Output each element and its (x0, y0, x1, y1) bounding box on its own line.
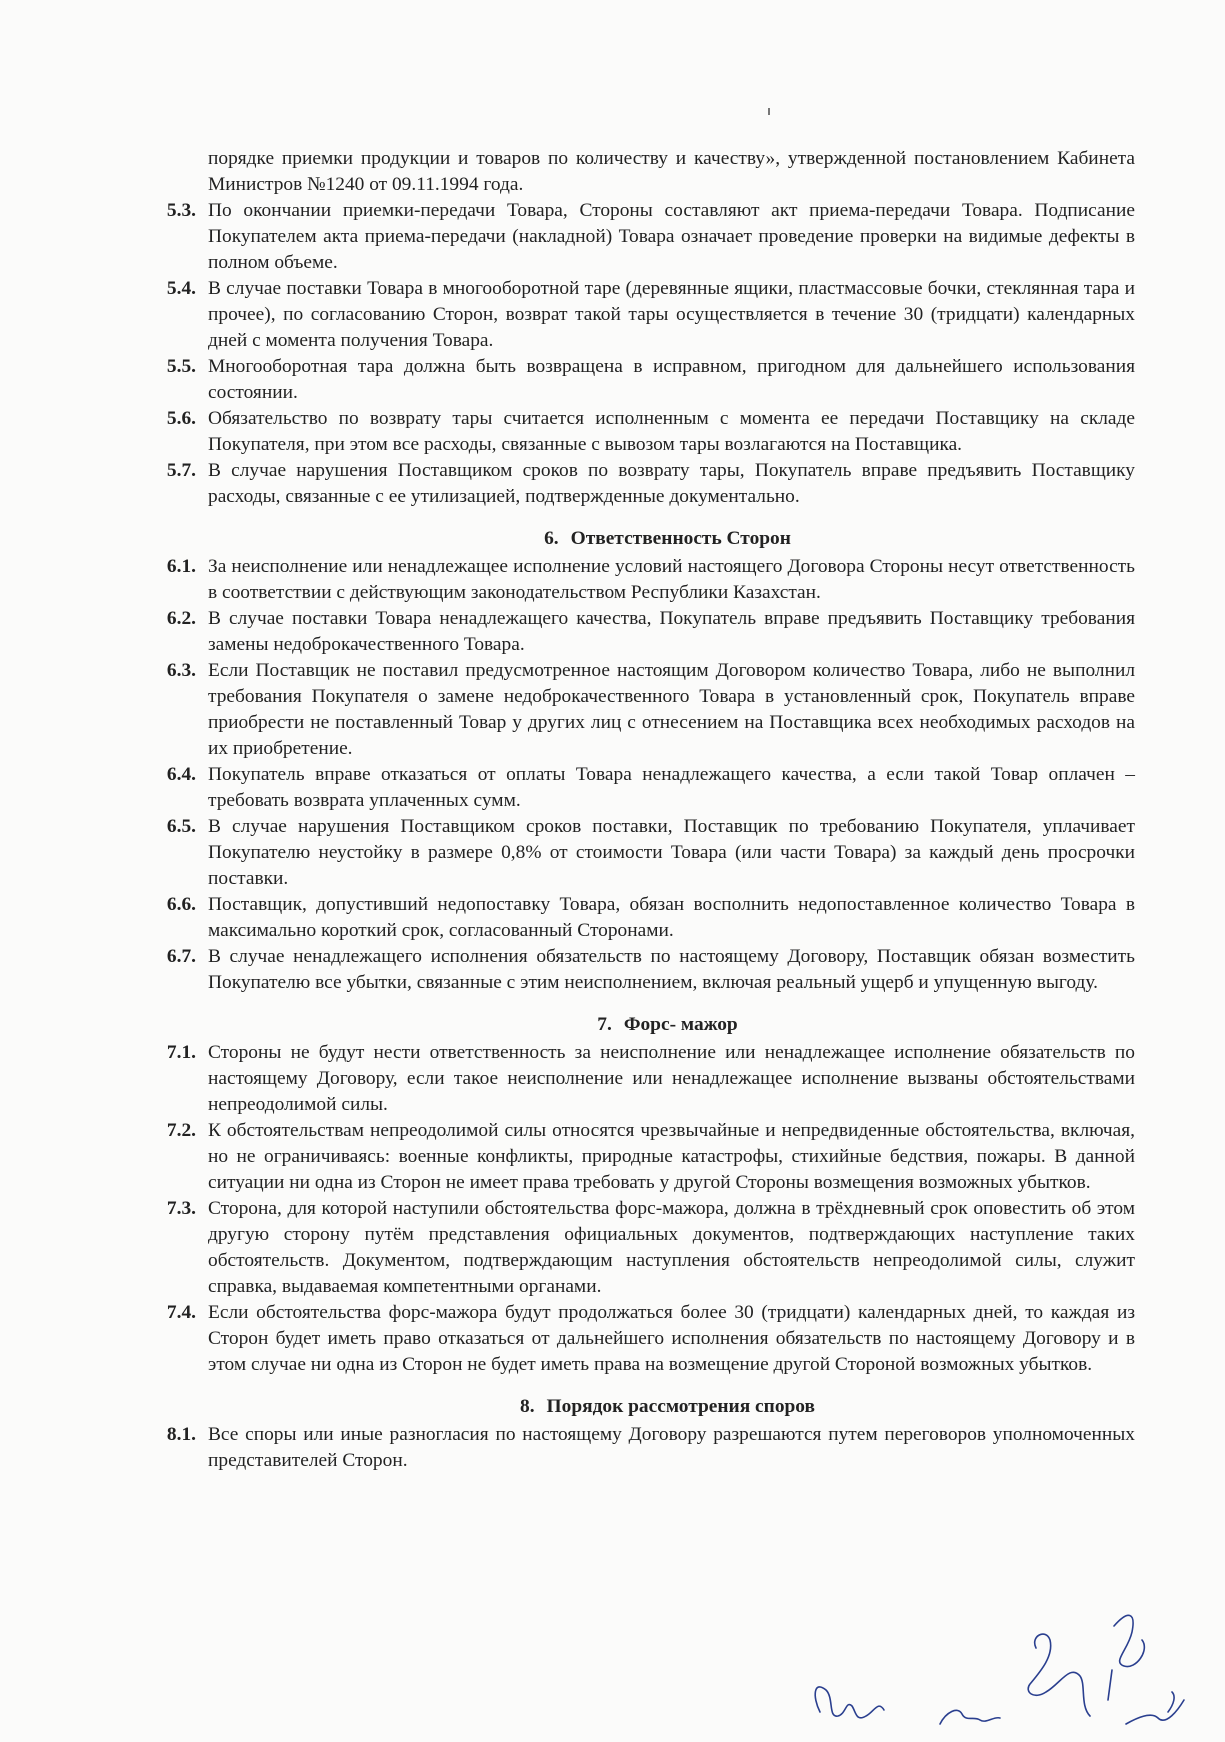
section-title: Порядок рассмотрения споров (546, 1396, 815, 1417)
clause-number: 6.2. (166, 608, 196, 629)
section-number: 7. (597, 1014, 612, 1035)
clause-number: 7.2. (166, 1120, 196, 1141)
clause-number: 8.1. (166, 1424, 196, 1445)
clause-text: В случае поставки Товара в многооборотной таре (деревянные ящики, пластмассовые бочки, стеклянная тара и прочее), по согласованию Сторон, возврат такой тары осуществляется в течение 30 (тридцати) календарных дней с момента получения Товара. (208, 278, 1135, 351)
clause-7-3 (160, 1196, 1135, 1300)
clause-number: 5.3. (166, 200, 196, 221)
clause-number: 6.1. (166, 556, 196, 577)
clause-5-7 (160, 458, 1135, 510)
clause-6-7 (160, 944, 1135, 996)
intro-continuation: порядке приемки продукции и товаров по количеству и качеству», утвержденной постановлением Кабинета Министров №1240 от 09.11.1994 года. (208, 148, 1135, 195)
clause-5-6 (160, 406, 1135, 458)
clause-text: Покупатель вправе отказаться от оплаты Товара ненадлежащего качества, а если такой Товар оплачен – требовать возврата уплаченных сумм. (208, 764, 1135, 811)
section-5-items (160, 198, 1135, 510)
section-6-items (160, 554, 1135, 996)
section-7-items (160, 1040, 1135, 1378)
section-title: Ответственность Сторон (570, 528, 791, 549)
clause-number: 6.3. (166, 660, 196, 681)
clause-number: 6.5. (166, 816, 196, 837)
signature-5 (1126, 1692, 1184, 1724)
contract-text (160, 146, 1135, 1474)
clause-text: За неисполнение или ненадлежащее исполнение условий настоящего Договора Стороны несут ответственность в соответствии с действующим законодательством Республики Казахстан. (208, 556, 1135, 603)
clause-6-4 (160, 762, 1135, 814)
section-number: 8. (520, 1396, 535, 1417)
clause-number: 6.6. (166, 894, 196, 915)
clause-text: Все споры или иные разногласия по настоящему Договору разрешаются путем переговоров уполномоченных представителей Сторон. (208, 1424, 1135, 1471)
clause-5-4 (160, 276, 1135, 354)
clause-text: Сторона, для которой наступили обстоятельства форс-мажора, должна в трёхдневный срок оповестить об этом другую сторону путём представления официальных документов, подтверждающих наступление таких обстоятельств. Документом, подтверждающим наступления обстоятельств непреодолимой силы, служит справка, выдаваемая компетентными органами. (208, 1198, 1135, 1297)
section-8-items (160, 1422, 1135, 1474)
clause-5-3 (160, 198, 1135, 276)
section-6-heading (160, 526, 1135, 552)
clause-text: Многооборотная тара должна быть возвращена в исправном, пригодном для дальнейшего использования состоянии. (208, 356, 1135, 403)
section-title: Форс- мажор (623, 1014, 738, 1035)
clause-text: Если Поставщик не поставил предусмотренное настоящим Договором количество Товара, либо не выполнил требования Покупателя о замене недоброкачественного Товара в установленный срок, Покупатель вправе приобрести не поставленный Товар у других лиц с отнесением на Поставщика всех необходимых расходов на их приобретение. (208, 660, 1135, 759)
clause-text: Обязательство по возврату тары считается исполненным с момента ее передачи Поставщику на складе Покупателя, при этом все расходы, связанные с вывозом тары возлагаются на Поставщика. (208, 408, 1135, 455)
clause-number: 5.5. (166, 356, 196, 377)
clause-text: Если обстоятельства форс-мажора будут продолжаться более 30 (тридцати) календарных дней, то каждая из Сторон будет иметь право отказаться от дальнейшего исполнения обязательств по настоящему Договору и в этом случае ни одна из Сторон не будет иметь права на возмещение другой Стороной возможных убытков. (208, 1302, 1135, 1375)
clause-text: Стороны не будут нести ответственность за неисполнение или ненадлежащее исполнение обязательств по настоящему Договору, если такое неисполнение или ненадлежащее исполнение вызваны обстоятельствами непреодолимой силы. (208, 1042, 1135, 1115)
clause-number: 6.7. (166, 946, 196, 967)
clause-number: 5.6. (166, 408, 196, 429)
clause-6-6 (160, 892, 1135, 944)
clause-6-3 (160, 658, 1135, 762)
clause-7-1 (160, 1040, 1135, 1118)
clause-text: По окончании приемки-передачи Товара, Стороны составляют акт приема-передачи Товара. Подписание Покупателем акта приема-передачи (накладной) Товара означает проведение проверки на видимые дефекты в полном объеме. (208, 200, 1135, 273)
signature-3 (1028, 1634, 1090, 1716)
clause-7-2 (160, 1118, 1135, 1196)
clause-5-5 (160, 354, 1135, 406)
clause-number: 5.7. (166, 460, 196, 481)
clause-6-2 (160, 606, 1135, 658)
section-7-heading (160, 1012, 1135, 1038)
clause-number: 7.3. (166, 1198, 196, 1219)
clause-text: В случае ненадлежащего исполнения обязательств по настоящему Договору, Поставщик обязан возместить Покупателю все убытки, связанные с этим неисполнением, включая реальный ущерб и упущенную выгоду. (208, 946, 1135, 993)
clause-text: В случае поставки Товара ненадлежащего качества, Покупатель вправе предъявить Поставщику требования замены недоброкачественного Товара. (208, 608, 1135, 655)
signature-4 (1108, 1615, 1144, 1700)
signature-1 (815, 1687, 884, 1718)
clause-6-1 (160, 554, 1135, 606)
clause-6-5 (160, 814, 1135, 892)
clause-7-4 (160, 1300, 1135, 1378)
section-8-heading (160, 1394, 1135, 1420)
clause-text: В случае нарушения Поставщиком сроков поставки, Поставщик по требованию Покупателя, уплачивает Покупателю неустойку в размере 0,8% от стоимости Товара (или части Товара) за каждый день просрочки поставки. (208, 816, 1135, 889)
clause-number: 7.1. (166, 1042, 196, 1063)
clause-text: В случае нарушения Поставщиком сроков по возврату тары, Покупатель вправе предъявить Поставщику расходы, связанные с ее утилизацией, подтвержденные документально. (208, 460, 1135, 507)
clause-number: 5.4. (166, 278, 196, 299)
signature-2 (940, 1710, 1000, 1724)
clause-text: К обстоятельствам непреодолимой силы относятся чрезвычайные и непредвиденные обстоятельства, включая, но не ограничиваясь: военные конфликты, природные катастрофы, стихийные бедствия, пожары. В данной ситуации ни одна из Сторон не имеет права требовать у другой Стороны возмещения возможных убытков. (208, 1120, 1135, 1193)
scan-mark (768, 108, 770, 115)
clause-8-1 (160, 1422, 1135, 1474)
clause-text: Поставщик, допустивший недопоставку Товара, обязан восполнить недопоставленное количество Товара в максимально короткий срок, согласованный Сторонами. (208, 894, 1135, 941)
clause-number: 6.4. (166, 764, 196, 785)
clause-number: 7.4. (166, 1302, 196, 1323)
section-number: 6. (544, 528, 559, 549)
